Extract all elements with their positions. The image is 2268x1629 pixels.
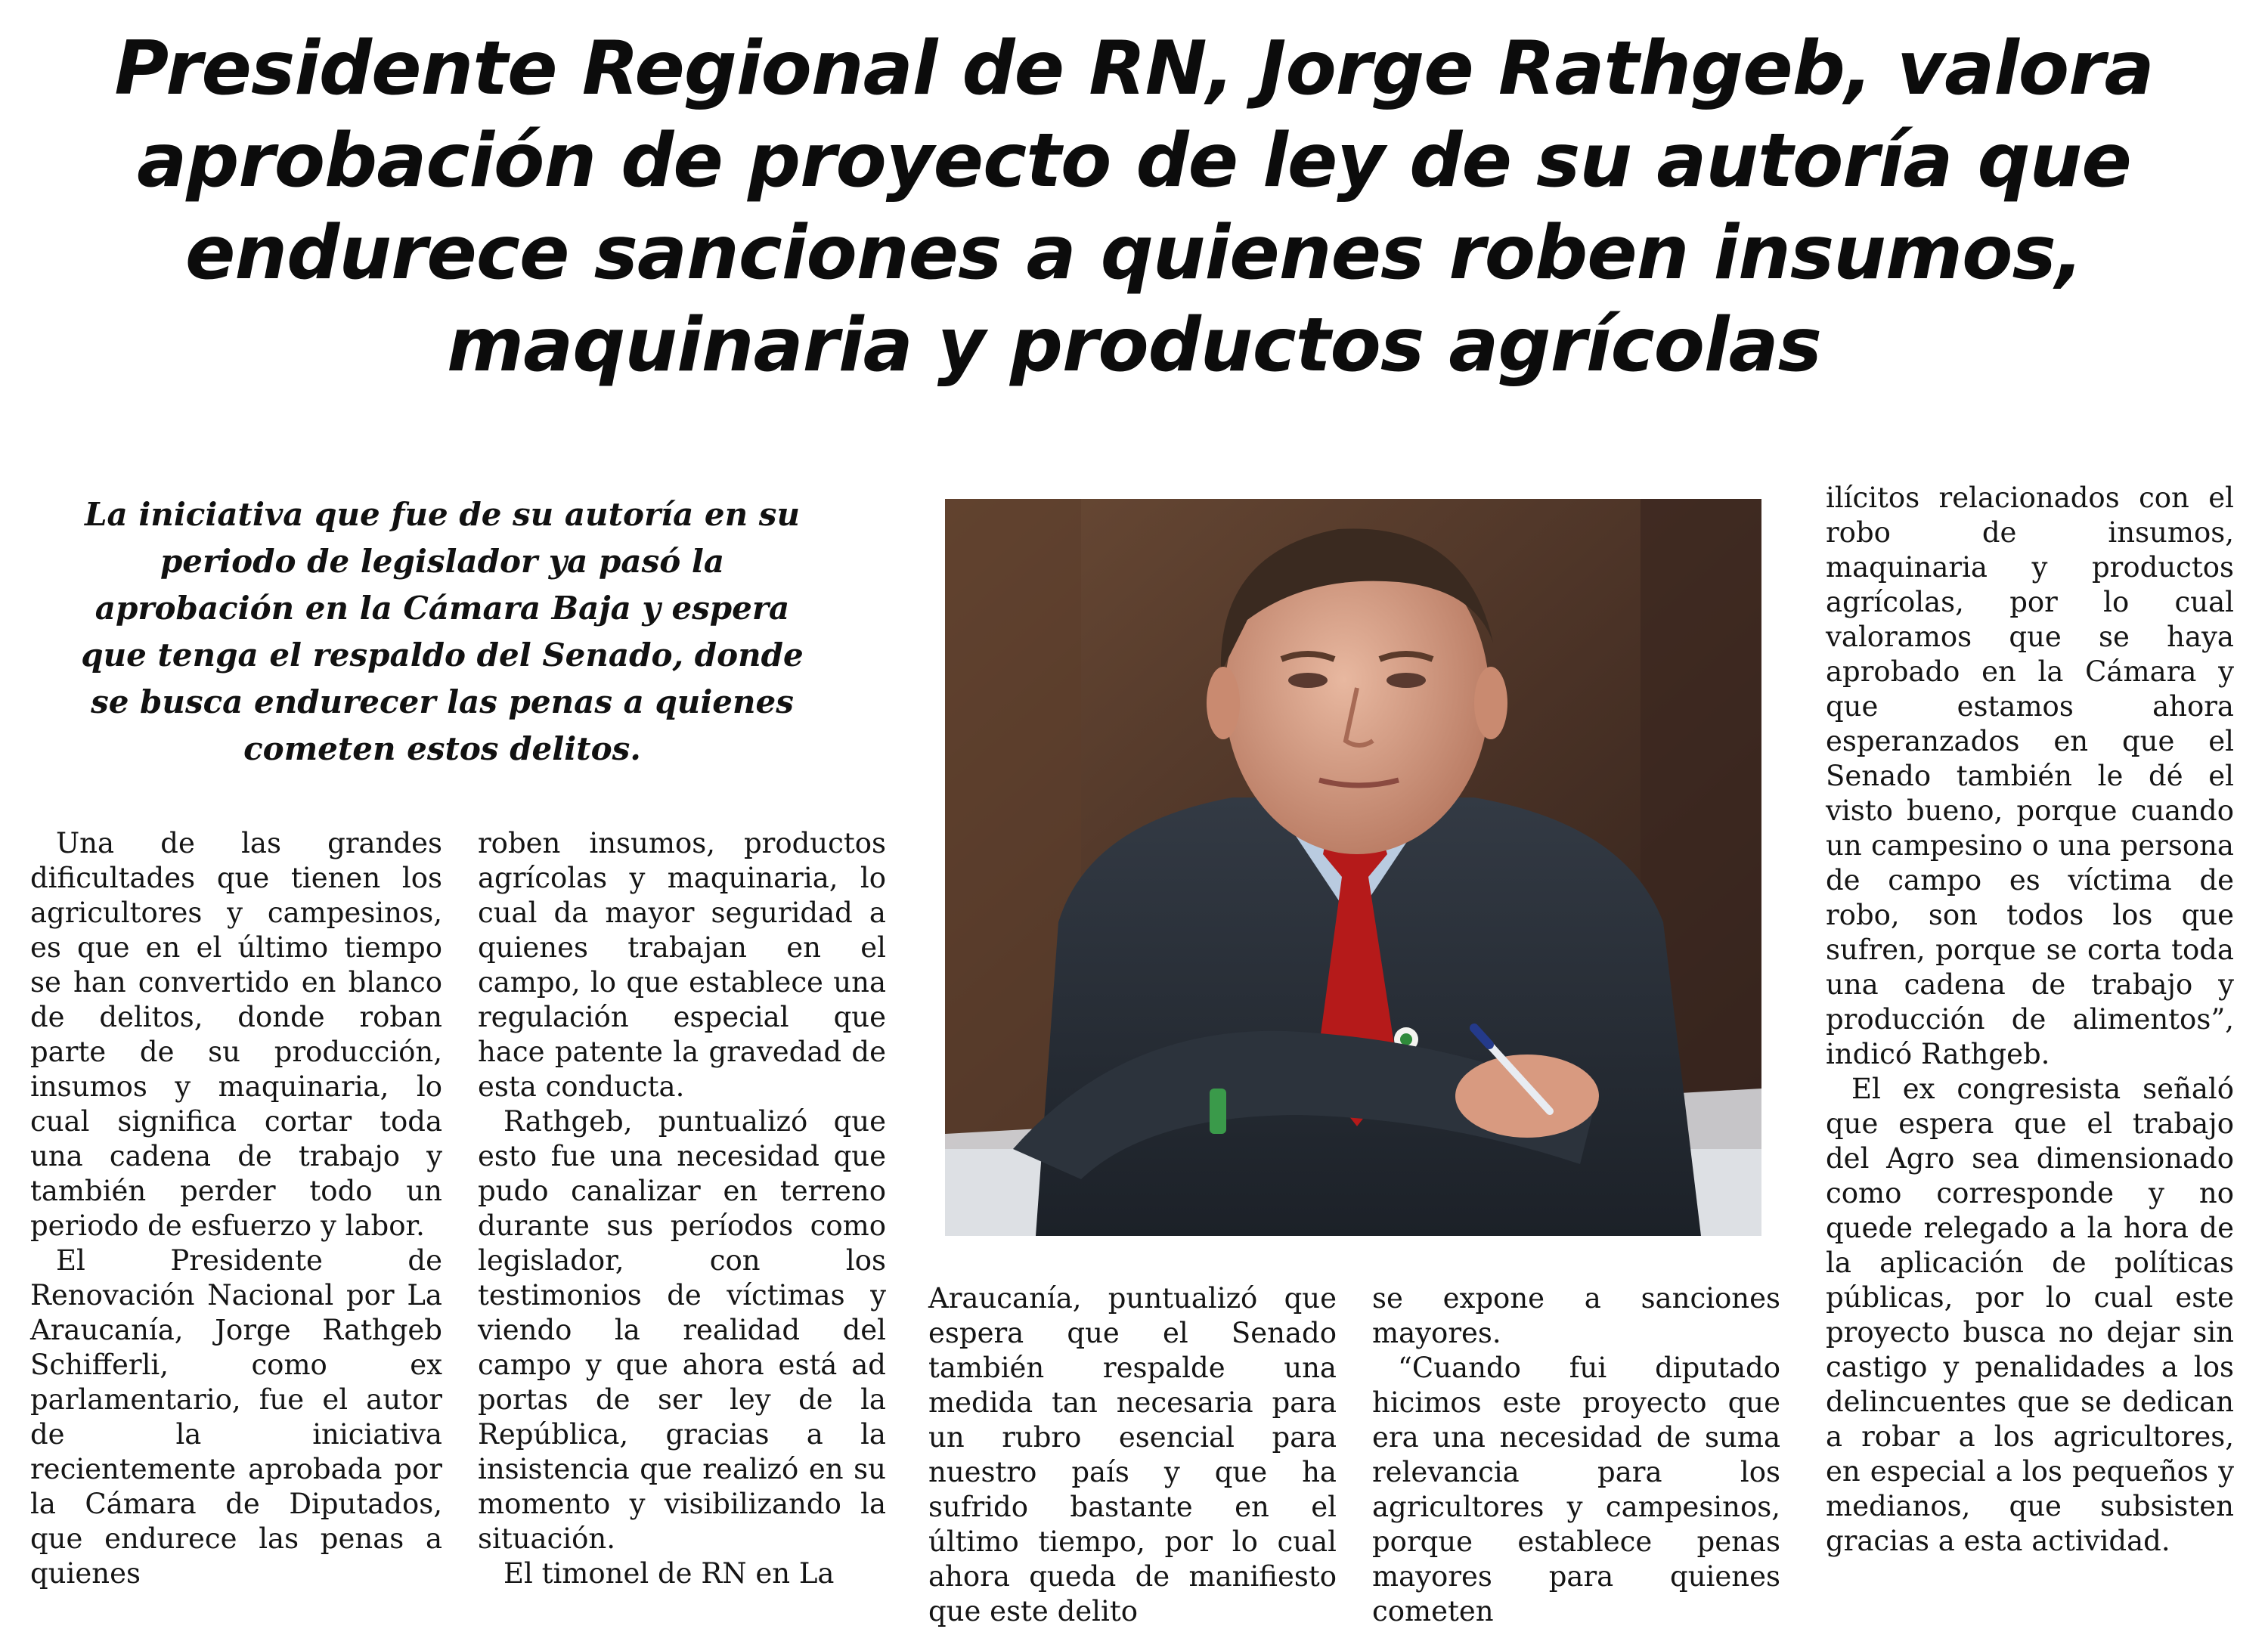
paragraph: Rathgeb, puntualizó que esto fue una necesidad que pudo canalizar en terreno durante sus períodos como legislador, con los testimonios de víctimas y viendo la realidad del campo y que ahora está ad portas de ser ley de la República, gracias a la insistencia que realizó en su momento y visibilizando la situación. — [478, 1105, 886, 1555]
paragraph: El timonel de RN en La — [503, 1557, 835, 1590]
paragraph: Araucanía, puntualizó que espera que el Senado también respalde una medida tan necesaria para un rubro esencial para nuestro país y que ha sufrido bastante en el último tiempo, por lo cual ahora queda de manifiesto que este delito — [928, 1282, 1337, 1627]
text-column-2 — [478, 826, 886, 1591]
paragraph: El Presidente de Renovación Nacional por La Araucanía, Jorge Rathgeb Schifferli, como ex parlamentario, fue el autor de la iniciativa recientemente aprobada por la Cámara de Diputados, que endurece las penas a quienes — [30, 1244, 442, 1590]
paragraph: El ex congresista señaló que espera que el trabajo del Agro sea dimensionado como corresponde y no quede relegado a la hora de la aplicación de políticas públicas, por lo cual este proyecto busca no dejar sin castigo y penalidades a los delincuentes que se dedican a robar a los agricultores, en especial a los pequeños y medianos, que subsisten gracias a esta actividad. — [1826, 1073, 2234, 1557]
paragraph: ilícitos relacionados con el robo de insumos, maquinaria y productos agrícolas, por lo cual valoramos que se haya aprobado en la Cámara y que estamos ahora esperanzados en que el Senado también le dé el visto bueno, porque cuando un campesino o una persona de campo es víctima de robo, son todos los que sufren, porque se corta toda una cadena de trabajo y producción de alimentos”, indicó Rathgeb. — [1826, 482, 2234, 1070]
paragraph: roben insumos, productos agrícolas y maquinaria, lo cual da mayor seguridad a quienes trabajan en el campo, lo que establece una regulación especial que hace patente la gravedad de esta conducta. — [478, 827, 886, 1103]
text-column-4 — [1372, 1281, 1780, 1629]
article-headline: Presidente Regional de RN, Jorge Rathgeb, valora aprobación de proyecto de ley de su autoría que endurece sanciones a quienes roben insumos, maquinaria y productos agrícolas — [114, 26, 2154, 389]
paragraph: se expone a sanciones mayores. — [1372, 1282, 1780, 1349]
text-column-1 — [30, 826, 442, 1591]
paragraph: “Cuando fui diputado hicimos este proyecto que era una necesidad de suma relevancia para los agricultores y campesinos, porque establece penas mayores para quienes cometen — [1372, 1352, 1780, 1627]
portrait-illustration — [945, 499, 1761, 1236]
portrait-photo — [945, 499, 1761, 1236]
paragraph: Una de las grandes dificultades que tienen los agricultores y campesinos, es que en el último tiempo se han convertido en blanco de delitos, donde roban parte de su producción, insumos y maquinaria, lo cual significa cortar toda una cadena de trabajo y también perder todo un periodo de esfuerzo y labor. — [30, 827, 442, 1242]
article-lead: La iniciativa que fue de su autoría en su periodo de legislador ya pasó la aprobación en la Cámara Baja y espera que tenga el respaldo del Senado, donde se busca endurecer las penas a quienes cometen estos delitos. — [81, 496, 804, 767]
text-column-5 — [1826, 481, 2234, 1559]
text-column-3 — [928, 1281, 1337, 1629]
